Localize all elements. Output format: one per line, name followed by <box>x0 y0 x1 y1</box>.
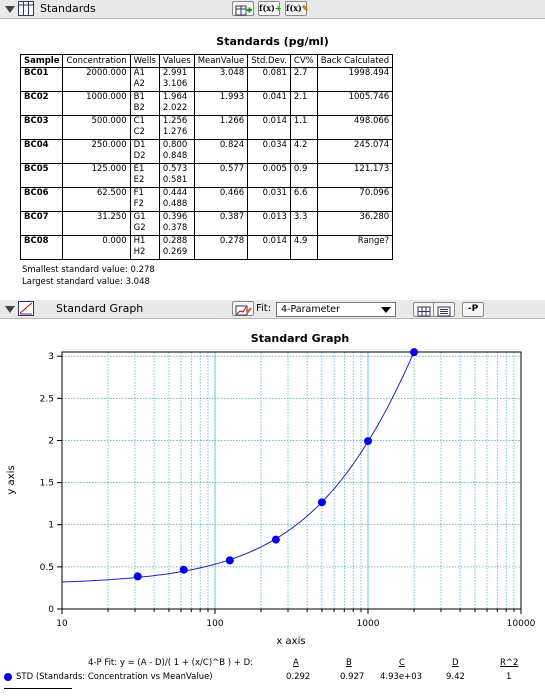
chart-ticks <box>40 352 536 629</box>
back-calculated-cell: Range? <box>317 236 392 260</box>
cv-cell: 4.2 <box>290 140 317 164</box>
well-id: A2 <box>133 79 145 89</box>
y-tick-label: 3 <box>48 352 54 363</box>
back-calculated-cell: 1998.494 <box>317 68 392 92</box>
back-calculated-cell: 1005.746 <box>317 92 392 116</box>
fit-header-d: D <box>452 658 459 668</box>
table-row <box>21 236 393 260</box>
back-calculated-cell: 70.096 <box>317 188 392 212</box>
stddev-cell: 0.041 <box>248 92 291 116</box>
cv-cell: 4.9 <box>290 236 317 260</box>
sample: BC07 <box>21 212 63 236</box>
mean-cell: 0.278 <box>194 236 248 260</box>
cv-cell: 6.6 <box>290 188 317 212</box>
collapse-triangle-icon[interactable] <box>5 306 15 313</box>
mean-cell: 0.387 <box>194 212 248 236</box>
wells-cell <box>130 212 159 236</box>
sample: BC02 <box>21 92 63 116</box>
values-cell <box>159 92 194 116</box>
cv-cell: 2.1 <box>290 92 317 116</box>
fit-value-b: 0.927 <box>340 672 365 682</box>
well-id: A1 <box>133 68 145 78</box>
values-cell <box>159 68 194 92</box>
fit-equation: 4-P Fit: y = (A - D)/( 1 + (x/C)^B ) + D: <box>88 658 254 668</box>
values-cell <box>159 188 194 212</box>
data-point <box>272 536 280 544</box>
fit-label: Fit: <box>256 303 272 314</box>
mean-cell: 1.266 <box>194 116 248 140</box>
well-value: 0.573 <box>162 164 188 174</box>
well-value: 1.964 <box>162 92 188 102</box>
concentration-cell: 0.000 <box>63 236 130 260</box>
table-add-icon <box>233 4 253 17</box>
header-stddev: Std.Dev. <box>248 55 291 68</box>
well-id: D1 <box>133 140 146 150</box>
values-cell <box>159 236 194 260</box>
well-id: B1 <box>133 92 145 102</box>
well-id: E1 <box>133 164 145 174</box>
table-row <box>21 68 393 92</box>
fit-header-r2: R^2 <box>500 658 519 668</box>
header-sample: Sample <box>21 55 63 68</box>
x-tick-label: 10000 <box>506 619 536 629</box>
x-tick-label: 10 <box>56 619 68 629</box>
data-point <box>180 566 188 574</box>
well-id: G1 <box>133 212 146 222</box>
mean-cell: 0.824 <box>194 140 248 164</box>
collapse-triangle-icon[interactable] <box>5 6 15 13</box>
p-button-label: -P <box>467 304 479 314</box>
mean-cell: 0.577 <box>194 164 248 188</box>
y-axis-label: y axis <box>6 465 17 495</box>
y-tick-label: 1 <box>48 520 54 531</box>
well-value: 1.256 <box>162 116 188 126</box>
fit-value-c: 4.93e+03 <box>380 672 423 682</box>
grid-icon <box>414 305 434 318</box>
values-cell <box>159 212 194 236</box>
data-point <box>410 348 418 356</box>
y-tick-label: 0 <box>48 605 54 615</box>
back-calculated-cell: 121.173 <box>317 164 392 188</box>
well-id: F2 <box>133 199 144 209</box>
x-tick-label: 1000 <box>356 619 380 629</box>
well-id: F1 <box>133 188 144 198</box>
x-tick-label: 100 <box>206 619 224 629</box>
chart-edit-icon <box>233 304 253 317</box>
stddev-cell: 0.014 <box>248 236 291 260</box>
data-point <box>364 437 372 445</box>
table-row <box>21 164 393 188</box>
x-axis-label: x axis <box>276 636 306 647</box>
data-point <box>134 572 142 580</box>
stddev-cell: 0.014 <box>248 116 291 140</box>
y-tick-label: 2 <box>48 436 54 447</box>
series-legend-label: STD (Standards: Concentration vs MeanValue) <box>16 672 213 682</box>
table-row <box>21 92 393 116</box>
graph-icon <box>18 301 34 316</box>
graph-title-label: Standard Graph <box>56 302 144 315</box>
values-cell <box>159 164 194 188</box>
well-id: G2 <box>133 223 146 233</box>
well-value: 0.378 <box>162 223 188 233</box>
stddev-cell: 0.031 <box>248 188 291 212</box>
cv-cell: 2.7 <box>290 68 317 92</box>
well-value: 0.269 <box>162 247 188 257</box>
back-calculated-cell: 36.280 <box>317 212 392 236</box>
stddev-cell: 0.005 <box>248 164 291 188</box>
data-point <box>226 556 234 564</box>
concentration-cell: 2000.000 <box>63 68 130 92</box>
chart-grid <box>62 352 521 609</box>
y-tick-label: 0.5 <box>39 562 54 573</box>
table-title: Standards (pg/ml) <box>216 35 329 48</box>
well-value: 0.581 <box>162 175 188 185</box>
well-id: H2 <box>133 247 146 257</box>
fit-header-a: A <box>293 658 299 668</box>
fit-value-r2: 1 <box>506 672 512 682</box>
well-value: 0.800 <box>162 140 188 150</box>
values-cell <box>159 116 194 140</box>
y-tick-label: 2.5 <box>39 394 54 405</box>
sample: BC03 <box>21 116 63 140</box>
well-id: E2 <box>133 175 145 185</box>
concentration-cell: 62.500 <box>63 188 130 212</box>
plot-frame <box>62 352 521 609</box>
wells-cell <box>130 92 159 116</box>
concentration-cell: 31.250 <box>63 212 130 236</box>
chart-title: Standard Graph <box>250 332 350 345</box>
wells-cell <box>130 140 159 164</box>
well-id: H1 <box>133 236 146 246</box>
well-value: 2.991 <box>162 68 188 78</box>
sample: BC01 <box>21 68 63 92</box>
smallest-standard-note: Smallest standard value: 0.278 <box>22 265 155 275</box>
sample: BC06 <box>21 188 63 212</box>
concentration-cell: 500.000 <box>63 116 130 140</box>
fit-type-select[interactable] <box>276 302 396 317</box>
list-icon <box>434 305 454 318</box>
cv-cell: 0.9 <box>290 164 317 188</box>
mean-cell: 0.466 <box>194 188 248 212</box>
concentration-cell: 250.000 <box>63 140 130 164</box>
standards-toolbar <box>0 0 545 19</box>
stddev-cell: 0.013 <box>248 212 291 236</box>
well-id: C1 <box>133 116 145 126</box>
wells-cell <box>130 164 159 188</box>
table-row <box>21 188 393 212</box>
well-value: 0.288 <box>162 236 188 246</box>
header-wells: Wells <box>130 55 159 68</box>
well-id: C2 <box>133 127 145 137</box>
standards-table <box>20 54 393 260</box>
graph-settings-button[interactable] <box>232 301 254 316</box>
well-value: 0.444 <box>162 188 188 198</box>
table-icon <box>18 1 34 16</box>
well-value: 0.848 <box>162 151 188 161</box>
data-point <box>318 498 326 506</box>
p-button[interactable] <box>462 302 484 317</box>
back-calculated-cell: 245.074 <box>317 140 392 164</box>
well-value: 3.106 <box>162 79 188 89</box>
well-id: D2 <box>133 151 146 161</box>
well-value: 0.488 <box>162 199 188 209</box>
standards-title: Standards <box>40 2 96 15</box>
well-id: B2 <box>133 103 145 113</box>
wells-cell <box>130 116 159 140</box>
legend-divider <box>4 688 72 689</box>
mean-cell: 3.048 <box>194 68 248 92</box>
table-row <box>21 116 393 140</box>
wells-cell <box>130 236 159 260</box>
wells-cell <box>130 188 159 212</box>
header-mean: MeanValue <box>194 55 248 68</box>
header-values: Values <box>159 55 194 68</box>
data-points <box>134 348 418 580</box>
edit-formula-button[interactable] <box>285 1 307 16</box>
header-cv: CV% <box>290 55 317 68</box>
cv-cell: 3.3 <box>290 212 317 236</box>
fit-header-c: C <box>399 658 405 668</box>
sample: BC08 <box>21 236 63 260</box>
well-value: 1.276 <box>162 127 188 137</box>
fit-header-b: B <box>346 658 352 668</box>
values-cell <box>159 140 194 164</box>
table-row <box>21 140 393 164</box>
fit-value-a: 0.292 <box>286 672 311 682</box>
formula-add-icon: f(x)+ <box>259 3 282 13</box>
stddev-cell: 0.081 <box>248 68 291 92</box>
show-list-button[interactable] <box>433 302 455 317</box>
add-formula-button[interactable] <box>258 1 280 16</box>
stddev-cell: 0.034 <box>248 140 291 164</box>
back-calculated-cell: 498.066 <box>317 116 392 140</box>
sample: BC05 <box>21 164 63 188</box>
largest-standard-note: Largest standard value: 3.048 <box>22 277 150 287</box>
formula-edit-icon: f(x)✎ <box>286 3 309 13</box>
show-table-button[interactable] <box>413 302 435 317</box>
mean-cell: 1.993 <box>194 92 248 116</box>
dropdown-arrow-icon <box>381 307 391 313</box>
standard-graph-chart <box>0 322 545 677</box>
well-value: 0.396 <box>162 212 188 222</box>
header-concentration: Concentration <box>63 55 130 68</box>
well-value: 2.022 <box>162 103 188 113</box>
fit-type-value: 4-Parameter <box>281 304 340 315</box>
wells-cell <box>130 68 159 92</box>
concentration-cell: 1000.000 <box>63 92 130 116</box>
sample: BC04 <box>21 140 63 164</box>
cv-cell: 1.1 <box>290 116 317 140</box>
series-legend-marker <box>3 672 13 682</box>
header-back-calculated: Back Calculated <box>317 55 392 68</box>
y-tick-label: 1.5 <box>39 478 54 489</box>
add-column-button[interactable] <box>232 1 254 16</box>
table-row <box>21 212 393 236</box>
fit-value-d: 9.42 <box>446 672 465 682</box>
concentration-cell: 125.000 <box>63 164 130 188</box>
